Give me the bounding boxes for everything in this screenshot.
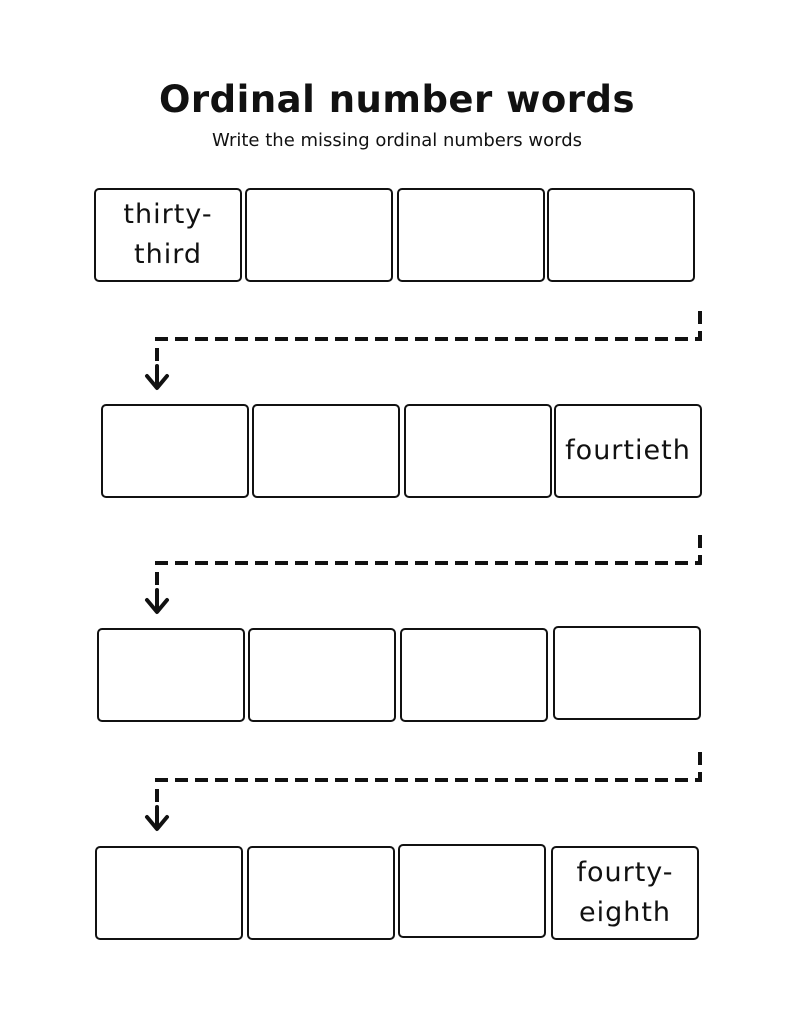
answer-box-row1-col4[interactable]	[547, 188, 695, 282]
page-subtitle: Write the missing ordinal numbers words	[211, 130, 582, 151]
answer-box-row2-col3[interactable]	[404, 404, 552, 498]
answer-box-row1-col3[interactable]	[397, 188, 545, 282]
answer-box-row1-col1[interactable]: thirty- third	[94, 188, 242, 282]
answer-box-row4-col3[interactable]	[398, 844, 546, 938]
answer-box-row2-col1[interactable]	[101, 404, 249, 498]
answer-box-row4-col4[interactable]: fourty- eighth	[551, 846, 699, 940]
answer-box-row4-col1[interactable]	[95, 846, 243, 940]
answer-box-row3-col3[interactable]	[400, 628, 548, 722]
answer-box-row4-col2[interactable]	[247, 846, 395, 940]
answer-box-row3-col2[interactable]	[248, 628, 396, 722]
answer-box-row3-col4[interactable]	[553, 626, 701, 720]
connector-3	[157, 752, 700, 807]
answer-box-row1-col2[interactable]	[245, 188, 393, 282]
answer-box-row2-col2[interactable]	[252, 404, 400, 498]
answer-box-row2-col4[interactable]: fourtieth	[554, 404, 702, 498]
connector-2	[157, 535, 700, 590]
connector-1	[157, 311, 700, 366]
answer-box-row3-col1[interactable]	[97, 628, 245, 722]
page-title: Ordinal number words	[158, 78, 636, 121]
